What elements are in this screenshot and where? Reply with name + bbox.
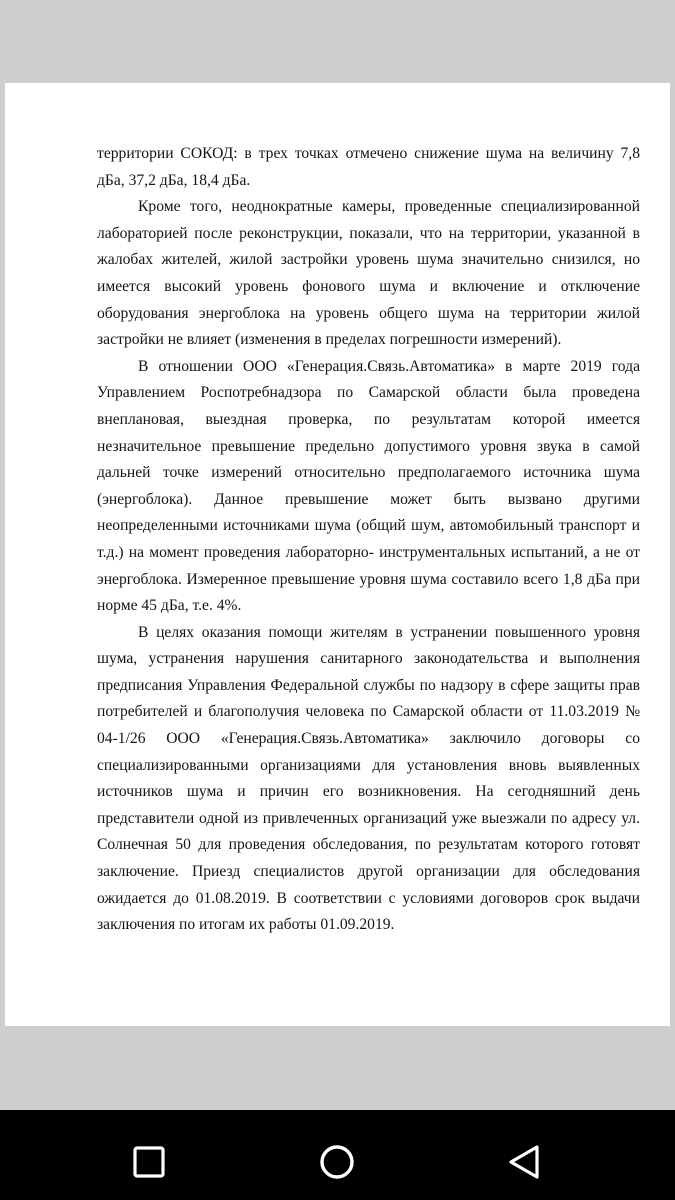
system-navigation-bar	[0, 1110, 675, 1200]
back-button[interactable]	[494, 1132, 554, 1192]
paragraph-3: В отношении ООО «Генерация.Связь.Автоматика» в марте 2019 года Управлением Роспотребнадзора по Самарской области была проведена внеплановая, выездная проверка, по результатам которой имеется незначительное превышение предельно допустимого уровня звука в самой дальней точке измерений относительно предполагаемого источника шума (энергоблока). Данное превышение может быть вызвано другими неопределенными источниками шума (общий шум, автомобильный транспорт и т.д.) на момент проведения лабораторно- инструментальных испытаний, а не от энергоблока. Измеренное превышение уровня шума составило всего 1,8 дБа при норме 45 дБа, т.е. 4%.	[97, 357, 640, 615]
paragraph-4: В целях оказания помощи жителям в устранении повышенного уровня шума, устранения нарушения санитарного законодательства и выполнения предписания Управления Федеральной службы по надзору в сфере защиты прав потребителей и благополучия человека по Самарской области от 11.03.2019 № 04-1/26 ООО «Генерация.Связь.Автоматика» заключило договоры со специализированными организациями для установления вновь выявленных источников шума и причин его возникновения. На сегодняшний день представители одной из привлеченных организаций уже выезжали по адресу ул. Солнечная 50 для проведения обследования, по результатам которого готовят заключение. Приезд специалистов другой организации для обследования ожидается до 01.08.2019. В соответствии с условиями договоров срок выдачи заключения по итогам их работы 01.09.2019.	[97, 623, 640, 934]
recents-button[interactable]	[119, 1132, 179, 1192]
paragraph-1: территории СОКОД: в трех точках отмечено снижение шума на величину 7,8 дБа, 37,2 дБа, 18,4 дБа.	[97, 145, 640, 189]
document-text	[97, 141, 640, 939]
home-button[interactable]	[307, 1132, 367, 1192]
square-icon	[132, 1145, 166, 1179]
paragraph-2: Кроме того, неоднократные камеры, проведенные специализированной лабораторией после реконструкции, показали, что на территории, указанной в жалобах жителей, жилой застройки уровень шума значительно снизился, но имеется высокий уровень фонового шума и включение и отключение оборудования энергоблока на уровень общего шума на территории жилой застройки не влияет (изменения в пределах погрешности измерений).	[97, 198, 640, 349]
circle-icon	[317, 1142, 357, 1182]
triangle-back-icon	[504, 1142, 544, 1182]
